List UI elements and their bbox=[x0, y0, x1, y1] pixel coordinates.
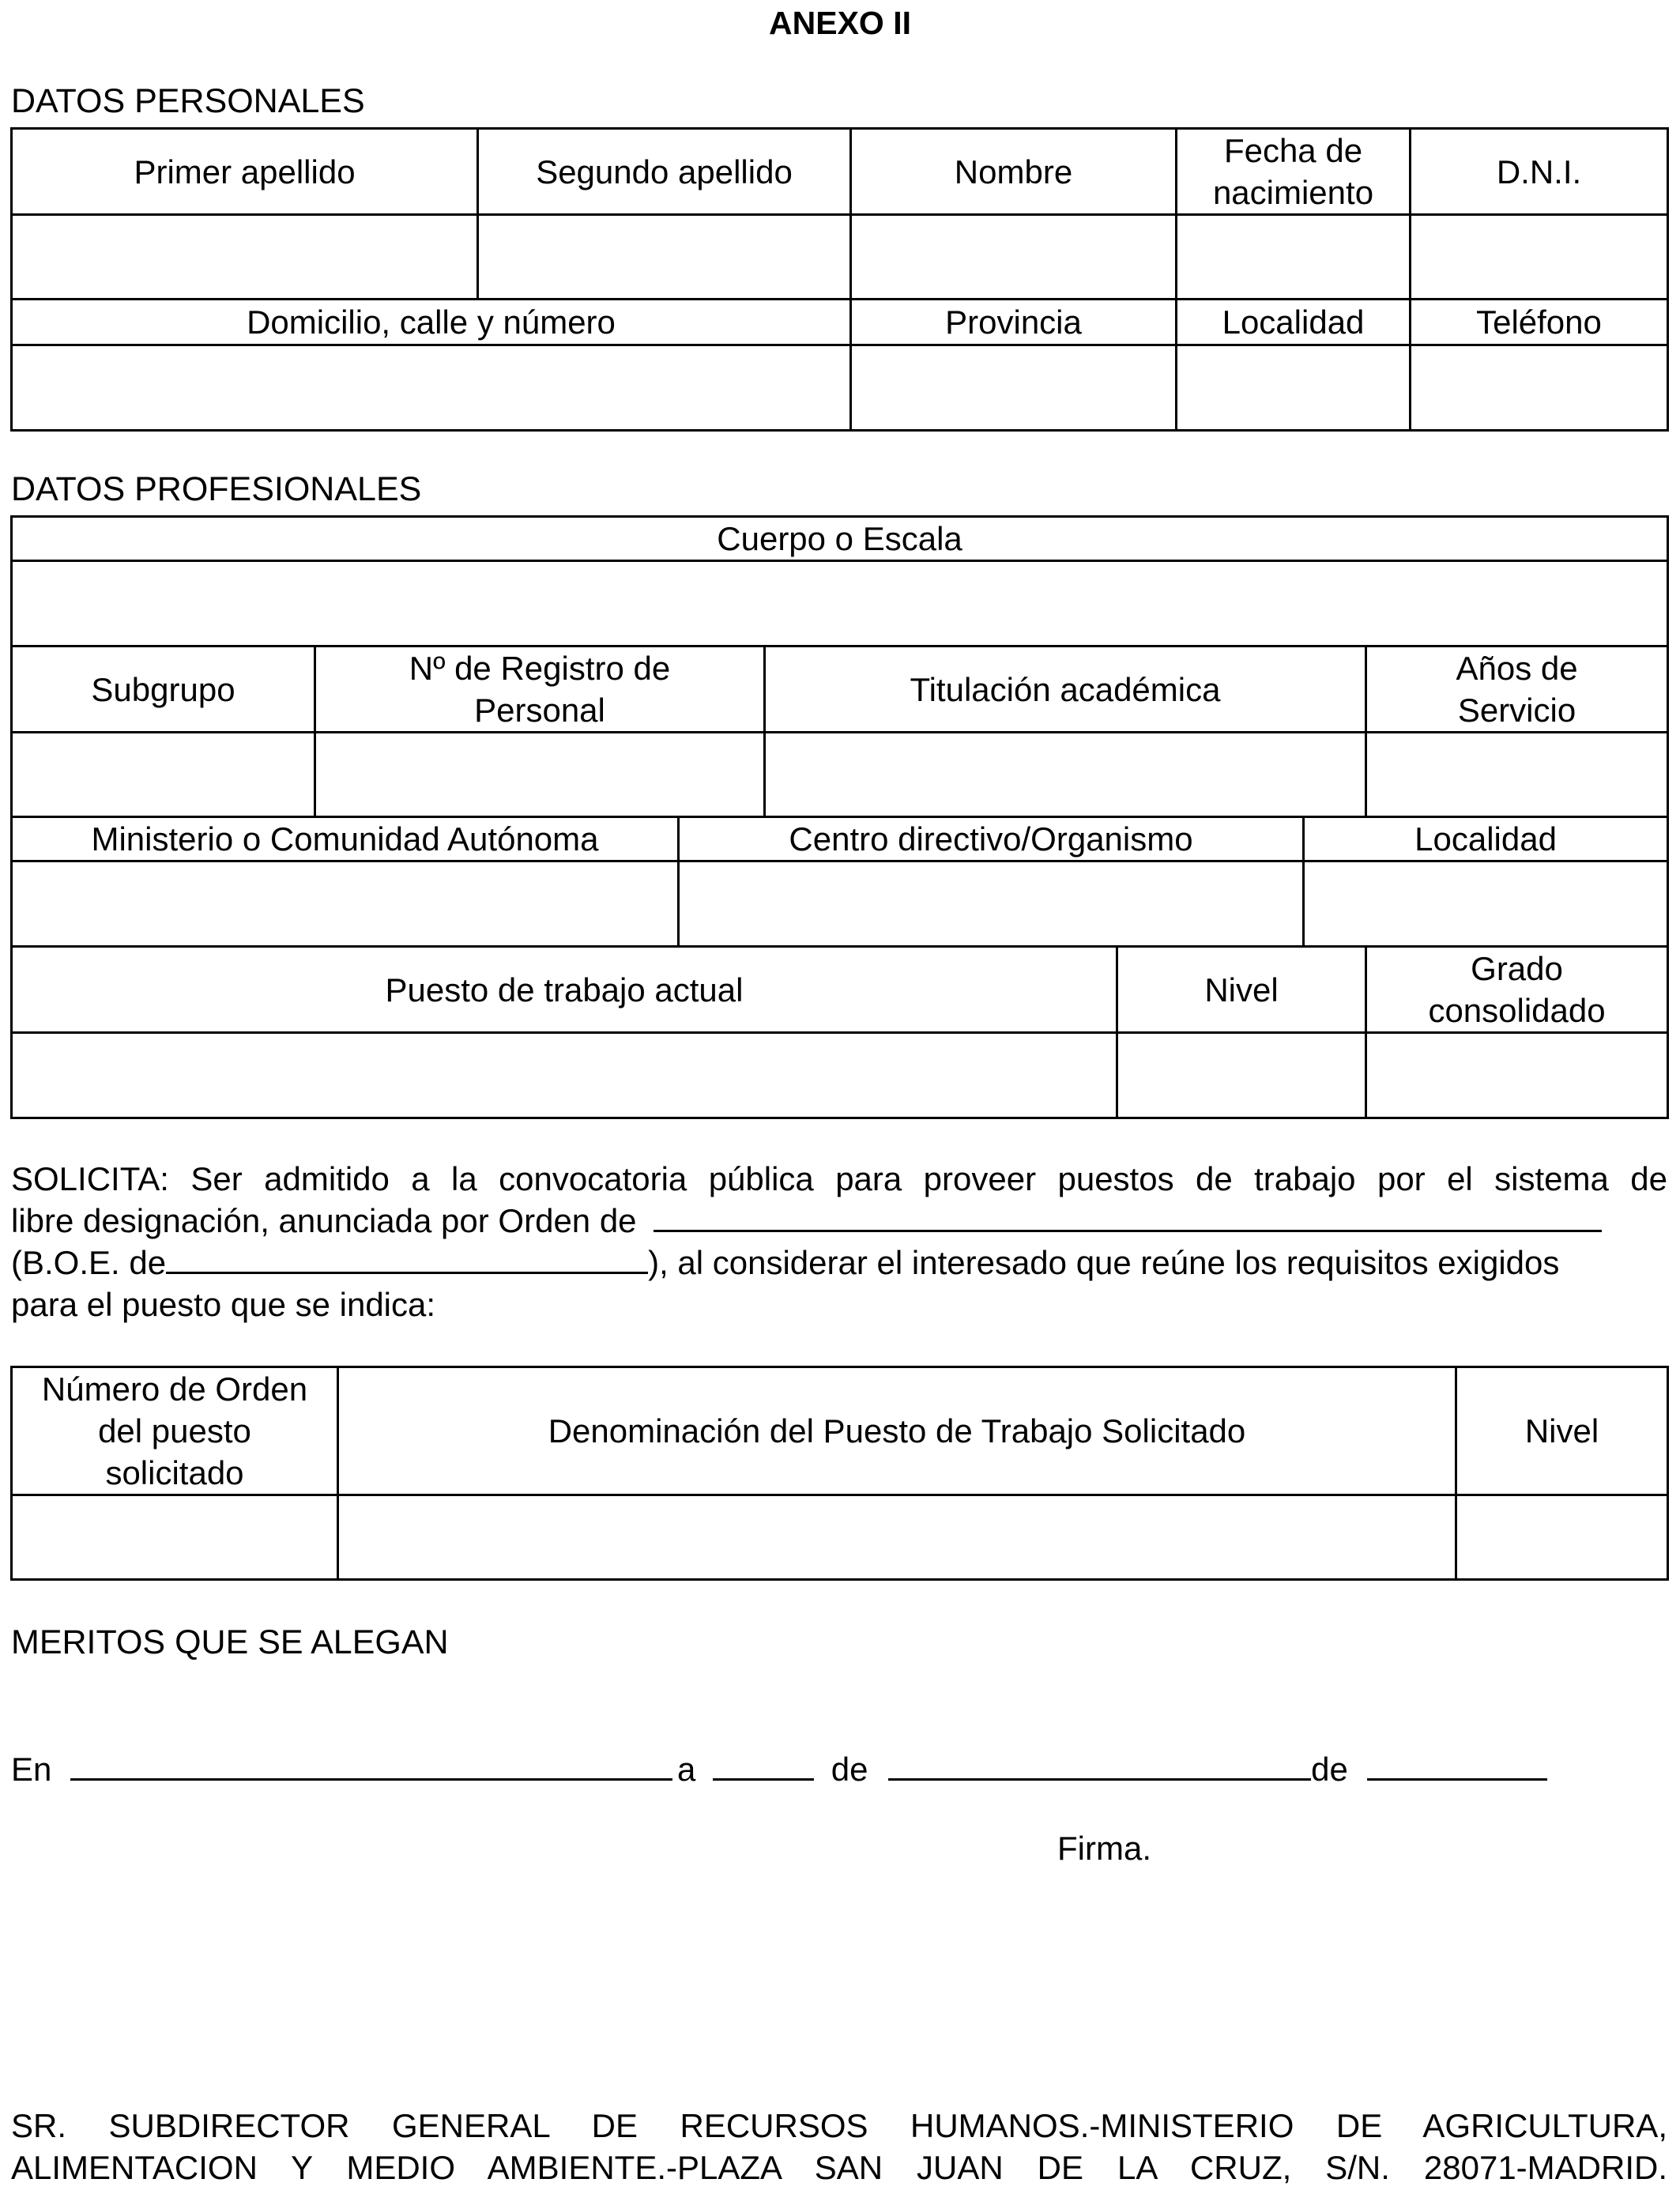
professional-data-heading: DATOS PROFESIONALES bbox=[11, 470, 422, 508]
footer-line-2: ALIMENTACION Y MEDIO AMBIENTE.-PLAZA SAN JUAN DE LA CRUZ, S/N. 28071-MADRID. bbox=[11, 2149, 1667, 2186]
cuerpo-escala-field[interactable] bbox=[12, 561, 1668, 647]
fecha-nacimiento-label: Fecha de nacimiento bbox=[1177, 129, 1411, 215]
provincia-label: Provincia bbox=[851, 300, 1177, 345]
denominacion-label: Denominación del Puesto de Trabajo Solicitado bbox=[338, 1367, 1456, 1495]
subgrupo-label: Subgrupo bbox=[12, 647, 315, 733]
nombre-field[interactable] bbox=[851, 215, 1177, 300]
centro-directivo-field[interactable] bbox=[679, 861, 1304, 947]
grado-consolidado-label: Grado consolidado bbox=[1366, 947, 1668, 1033]
solicita-line-4: para el puesto que se indica: bbox=[11, 1286, 436, 1323]
cuerpo-escala-label: Cuerpo o Escala bbox=[12, 517, 1668, 561]
ministerio-field[interactable] bbox=[12, 861, 679, 947]
signature-label: Firma. bbox=[1057, 1830, 1151, 1867]
subgrupo-field[interactable] bbox=[12, 733, 315, 817]
localidad-field[interactable] bbox=[1177, 345, 1411, 431]
nivel-solicitado-field[interactable] bbox=[1456, 1495, 1668, 1580]
titulacion-label: Titulación académica bbox=[765, 647, 1366, 733]
orden-date-blank[interactable] bbox=[654, 1201, 1602, 1232]
boe-date-blank[interactable] bbox=[166, 1243, 648, 1274]
denominacion-field[interactable] bbox=[338, 1495, 1456, 1580]
personal-data-heading: DATOS PERSONALES bbox=[11, 82, 365, 120]
de-label-2: de bbox=[1311, 1751, 1348, 1788]
centro-directivo-label: Centro directivo/Organismo bbox=[679, 817, 1304, 861]
document-title: ANEXO II bbox=[769, 5, 911, 41]
fecha-nacimiento-field[interactable] bbox=[1177, 215, 1411, 300]
boe-label: (B.O.E. de bbox=[11, 1244, 167, 1281]
place-blank[interactable] bbox=[70, 1750, 672, 1781]
nivel-field[interactable] bbox=[1117, 1033, 1366, 1118]
anos-servicio-label: Años de Servicio bbox=[1366, 647, 1668, 733]
solicita-line-2 bbox=[11, 1200, 1667, 1242]
telefono-label: Teléfono bbox=[1411, 300, 1668, 345]
nombre-label: Nombre bbox=[851, 129, 1177, 215]
footer-line-1: SR. SUBDIRECTOR GENERAL DE RECURSOS HUMANOS.-MINISTERIO DE AGRICULTURA, bbox=[11, 2107, 1667, 2144]
meritos-heading: MERITOS QUE SE ALEGAN bbox=[11, 1623, 449, 1661]
grado-consolidado-field[interactable] bbox=[1366, 1033, 1668, 1118]
puesto-actual-field[interactable] bbox=[12, 1033, 1117, 1118]
dni-field[interactable] bbox=[1411, 215, 1668, 300]
professional-data-table bbox=[10, 515, 1669, 1119]
segundo-apellido-field[interactable] bbox=[478, 215, 851, 300]
dni-label: D.N.I. bbox=[1411, 129, 1668, 215]
en-label: En bbox=[11, 1751, 52, 1788]
solicita-line-3-text: ), al considerar el interesado que reúne los requisitos exigidos bbox=[648, 1244, 1560, 1281]
titulacion-field[interactable] bbox=[765, 733, 1366, 817]
registro-personal-field[interactable] bbox=[315, 733, 765, 817]
year-blank[interactable] bbox=[1367, 1750, 1547, 1781]
localidad-prof-field[interactable] bbox=[1304, 861, 1668, 947]
localidad-label: Localidad bbox=[1177, 300, 1411, 345]
nivel-solicitado-label: Nivel bbox=[1456, 1367, 1668, 1495]
localidad-prof-label: Localidad bbox=[1304, 817, 1668, 861]
domicilio-label: Domicilio, calle y número bbox=[12, 300, 851, 345]
requested-post-table bbox=[10, 1366, 1669, 1581]
puesto-actual-label: Puesto de trabajo actual bbox=[12, 947, 1117, 1033]
month-blank[interactable] bbox=[888, 1750, 1311, 1781]
place-date-line bbox=[11, 1748, 1547, 1790]
numero-orden-label: Número de Orden del puesto solicitado bbox=[12, 1367, 338, 1495]
nivel-label: Nivel bbox=[1117, 947, 1366, 1033]
anos-servicio-field[interactable] bbox=[1366, 733, 1668, 817]
primer-apellido-label: Primer apellido bbox=[12, 129, 478, 215]
solicita-paragraph bbox=[11, 1158, 1667, 1325]
ministerio-label: Ministerio o Comunidad Autónoma bbox=[12, 817, 679, 861]
solicita-line-1: SOLICITA: Ser admitido a la convocatoria pública para proveer puestos de trabajo por el sistema de bbox=[11, 1160, 1667, 1197]
de-label-1: de bbox=[831, 1751, 868, 1788]
numero-orden-field[interactable] bbox=[12, 1495, 338, 1580]
solicita-line-2-text: libre designación, anunciada por Orden de bbox=[11, 1202, 637, 1239]
personal-data-table bbox=[10, 127, 1669, 432]
primer-apellido-field[interactable] bbox=[12, 215, 478, 300]
a-label: a bbox=[677, 1751, 696, 1788]
addressee-footer bbox=[11, 2105, 1667, 2188]
day-blank[interactable] bbox=[713, 1750, 814, 1781]
solicita-line-3 bbox=[11, 1242, 1667, 1284]
provincia-field[interactable] bbox=[851, 345, 1177, 431]
domicilio-field[interactable] bbox=[12, 345, 851, 431]
telefono-field[interactable] bbox=[1411, 345, 1668, 431]
registro-personal-label: Nº de Registro de Personal bbox=[315, 647, 765, 733]
segundo-apellido-label: Segundo apellido bbox=[478, 129, 851, 215]
